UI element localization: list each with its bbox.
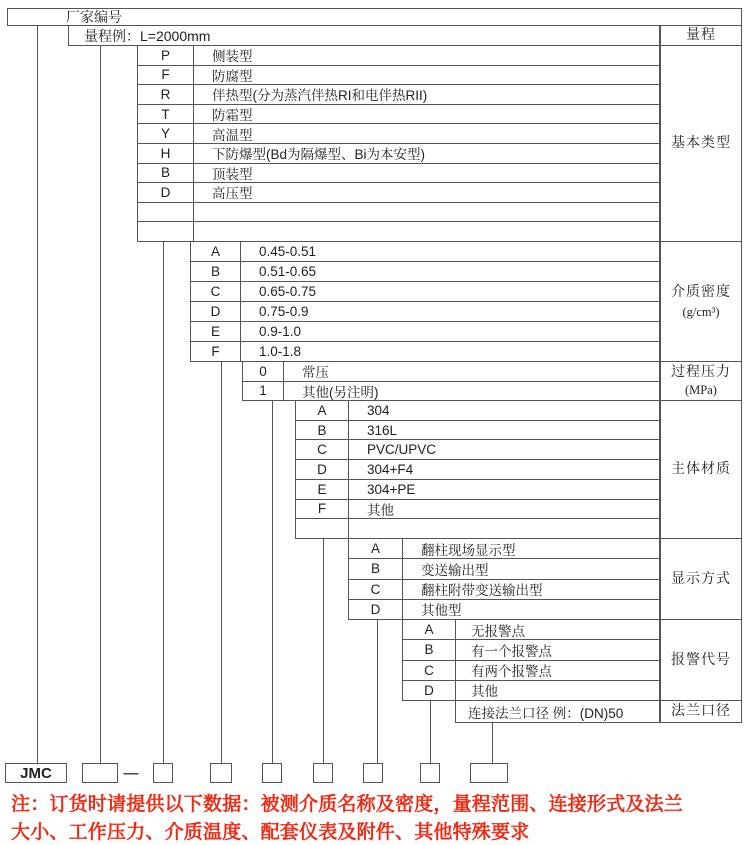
section-flange <box>455 700 660 723</box>
factory-code-label: 厂家编号 <box>66 9 122 25</box>
model-material-box <box>313 763 333 783</box>
display-row <box>349 580 659 600</box>
alarm-row <box>403 620 659 640</box>
label-flange-text: 法兰口径 <box>671 704 731 719</box>
density-code: F <box>191 342 241 361</box>
connector-alarm <box>430 700 431 763</box>
basic-row <box>138 183 659 203</box>
alarm-desc: 无报警点 <box>471 623 525 639</box>
alarm-row <box>403 681 659 700</box>
material-desc: 304+F4 <box>367 462 414 478</box>
material-code: D <box>296 460 349 479</box>
material-desc: 304+PE <box>367 481 416 497</box>
pressure-code: 1 <box>243 382 284 401</box>
display-row <box>349 539 659 559</box>
density-row <box>191 322 659 342</box>
label-display-text: 显示方式 <box>671 571 731 587</box>
material-desc: 304 <box>367 402 390 418</box>
basic-desc: 顶装型 <box>212 166 253 182</box>
display-desc: 翻柱现场显示型 <box>421 542 516 558</box>
basic-desc: 防腐型 <box>212 68 253 84</box>
display-code: D <box>349 600 403 619</box>
material-desc: 316L <box>367 422 398 438</box>
material-code: C <box>296 440 349 459</box>
basic-desc: 侧装型 <box>212 49 253 65</box>
material-code-empty <box>296 519 349 538</box>
alarm-code: A <box>403 620 456 639</box>
basic-desc-empty <box>194 203 659 222</box>
model-separator-text: — <box>123 764 139 782</box>
pressure-desc: 常压 <box>302 365 329 381</box>
alarm-desc: 有一个报警点 <box>471 643 552 659</box>
density-code: E <box>191 322 241 341</box>
material-code: E <box>296 480 349 499</box>
basic-row <box>138 164 659 184</box>
basic-row <box>138 85 659 105</box>
display-desc: 其他型 <box>421 603 462 619</box>
density-desc: 0.45-0.51 <box>259 244 317 259</box>
basic-code: Y <box>138 124 194 143</box>
label-material-text: 主体材质 <box>671 462 731 477</box>
label-display <box>660 538 742 620</box>
connector-pressure <box>272 400 273 763</box>
model-separator <box>121 763 141 783</box>
model-range-box <box>82 763 118 783</box>
basic-code: T <box>138 105 194 124</box>
display-code: A <box>349 539 403 558</box>
model-prefix-text: JMC <box>20 764 52 782</box>
connector-display <box>377 619 378 763</box>
basic-code: H <box>138 144 194 163</box>
density-row <box>191 302 659 322</box>
basic-row-empty <box>138 222 659 241</box>
pressure-row <box>243 362 659 382</box>
model-flange-box <box>470 763 508 783</box>
density-code: B <box>191 262 241 281</box>
section-display <box>348 538 660 620</box>
basic-code: P <box>138 46 194 65</box>
model-pressure-box <box>262 763 282 783</box>
basic-code: B <box>138 164 194 183</box>
basic-row <box>138 66 659 86</box>
range-example-row <box>68 25 660 46</box>
range-example-text: 量程例：L=2000mm <box>84 27 211 44</box>
material-code: F <box>296 500 349 519</box>
ordering-note-line1: 注：订货时请提供以下数据：被测介质名称及密度，量程范围、连接形式及法兰 <box>11 794 684 815</box>
label-material <box>660 400 742 539</box>
section-alarm <box>402 619 660 701</box>
alarm-code: C <box>403 661 456 680</box>
material-row <box>296 421 659 441</box>
connector-factory <box>37 25 38 763</box>
alarm-row <box>403 661 659 681</box>
display-desc: 变送输出型 <box>421 562 489 578</box>
pressure-desc: 其他(另注明) <box>302 384 379 400</box>
model-alarm-box <box>420 763 440 783</box>
display-code: B <box>349 559 403 578</box>
density-row <box>191 242 659 262</box>
label-range <box>660 25 742 46</box>
label-basic-text: 基本类型 <box>671 136 731 151</box>
density-desc: 0.9-1.0 <box>259 324 302 339</box>
display-row <box>349 600 659 619</box>
display-code: C <box>349 580 403 599</box>
section-basic-type <box>137 45 660 242</box>
pressure-row <box>243 382 659 401</box>
basic-row <box>138 46 659 66</box>
connector-material <box>323 538 324 763</box>
basic-desc: 高压型 <box>212 186 253 202</box>
alarm-row <box>403 640 659 660</box>
label-pressure-unit: (MPa) <box>685 382 717 397</box>
density-desc: 0.51-0.65 <box>259 264 317 279</box>
material-row-empty <box>296 519 659 538</box>
display-desc: 翻柱附带变送输出型 <box>421 583 543 599</box>
basic-desc-empty <box>194 222 659 241</box>
density-row <box>191 262 659 282</box>
alarm-desc: 其他 <box>471 684 498 700</box>
label-density-text: 介质密度 <box>671 284 731 300</box>
material-code: A <box>296 401 349 420</box>
label-alarm-text: 报警代号 <box>671 652 731 668</box>
label-flange <box>660 700 742 723</box>
basic-desc: 下防爆型(Bd为隔爆型、Bi为本安型) <box>212 147 426 163</box>
material-desc: PVC/UPVC <box>367 442 437 458</box>
section-density <box>190 241 660 362</box>
alarm-code: B <box>403 640 456 659</box>
density-code: C <box>191 282 241 301</box>
density-code: D <box>191 302 241 321</box>
basic-row-empty <box>138 203 659 223</box>
ordering-note-line2: 大小、工作压力、介质温度、配套仪表及附件、其他特殊要求 <box>11 822 530 843</box>
density-row <box>191 342 659 361</box>
basic-desc: 高温型 <box>212 127 253 143</box>
basic-row <box>138 105 659 125</box>
material-row <box>296 500 659 520</box>
label-basic-type <box>660 45 742 242</box>
basic-row <box>138 124 659 144</box>
basic-code-empty <box>138 222 194 241</box>
density-desc: 0.75-0.9 <box>259 304 309 319</box>
basic-code: R <box>138 85 194 104</box>
label-density <box>660 241 742 362</box>
material-row <box>296 480 659 500</box>
basic-code: D <box>138 183 194 202</box>
label-alarm <box>660 619 742 701</box>
model-density-box <box>210 763 232 783</box>
model-prefix-box <box>5 763 67 783</box>
label-pressure <box>660 361 742 401</box>
alarm-code: D <box>403 681 456 700</box>
ordering-note <box>11 791 743 845</box>
material-desc: 其他 <box>367 502 394 518</box>
connector-basic <box>163 241 164 763</box>
section-material <box>295 400 660 539</box>
connector-range <box>100 45 101 763</box>
density-code: A <box>191 242 241 261</box>
connector-density <box>221 361 222 763</box>
basic-code: F <box>138 66 194 85</box>
material-code: B <box>296 421 349 440</box>
density-desc: 1.0-1.8 <box>259 344 302 359</box>
material-desc-empty <box>349 519 659 538</box>
connector-flange <box>492 722 493 763</box>
basic-desc: 伴热型(分为蒸汽伴热RI和电伴热RII) <box>212 88 428 104</box>
section-pressure <box>242 361 660 401</box>
model-basic-box <box>153 763 173 783</box>
material-row <box>296 460 659 480</box>
basic-code-empty <box>138 203 194 222</box>
label-range-text: 量程 <box>686 28 716 43</box>
model-display-box <box>363 763 383 783</box>
flange-desc: 连接法兰口径 例：(DN)50 <box>468 705 624 721</box>
material-row <box>296 401 659 421</box>
factory-code-box <box>7 8 742 26</box>
basic-desc: 防霜型 <box>212 108 253 124</box>
basic-row <box>138 144 659 164</box>
density-desc: 0.65-0.75 <box>259 284 317 299</box>
pressure-code: 0 <box>243 362 284 381</box>
label-pressure-text: 过程压力 <box>671 364 731 380</box>
material-row <box>296 440 659 460</box>
display-row <box>349 559 659 579</box>
density-row <box>191 282 659 302</box>
alarm-desc: 有两个报警点 <box>471 664 552 680</box>
label-density-unit: (g/cm³) <box>682 304 720 319</box>
